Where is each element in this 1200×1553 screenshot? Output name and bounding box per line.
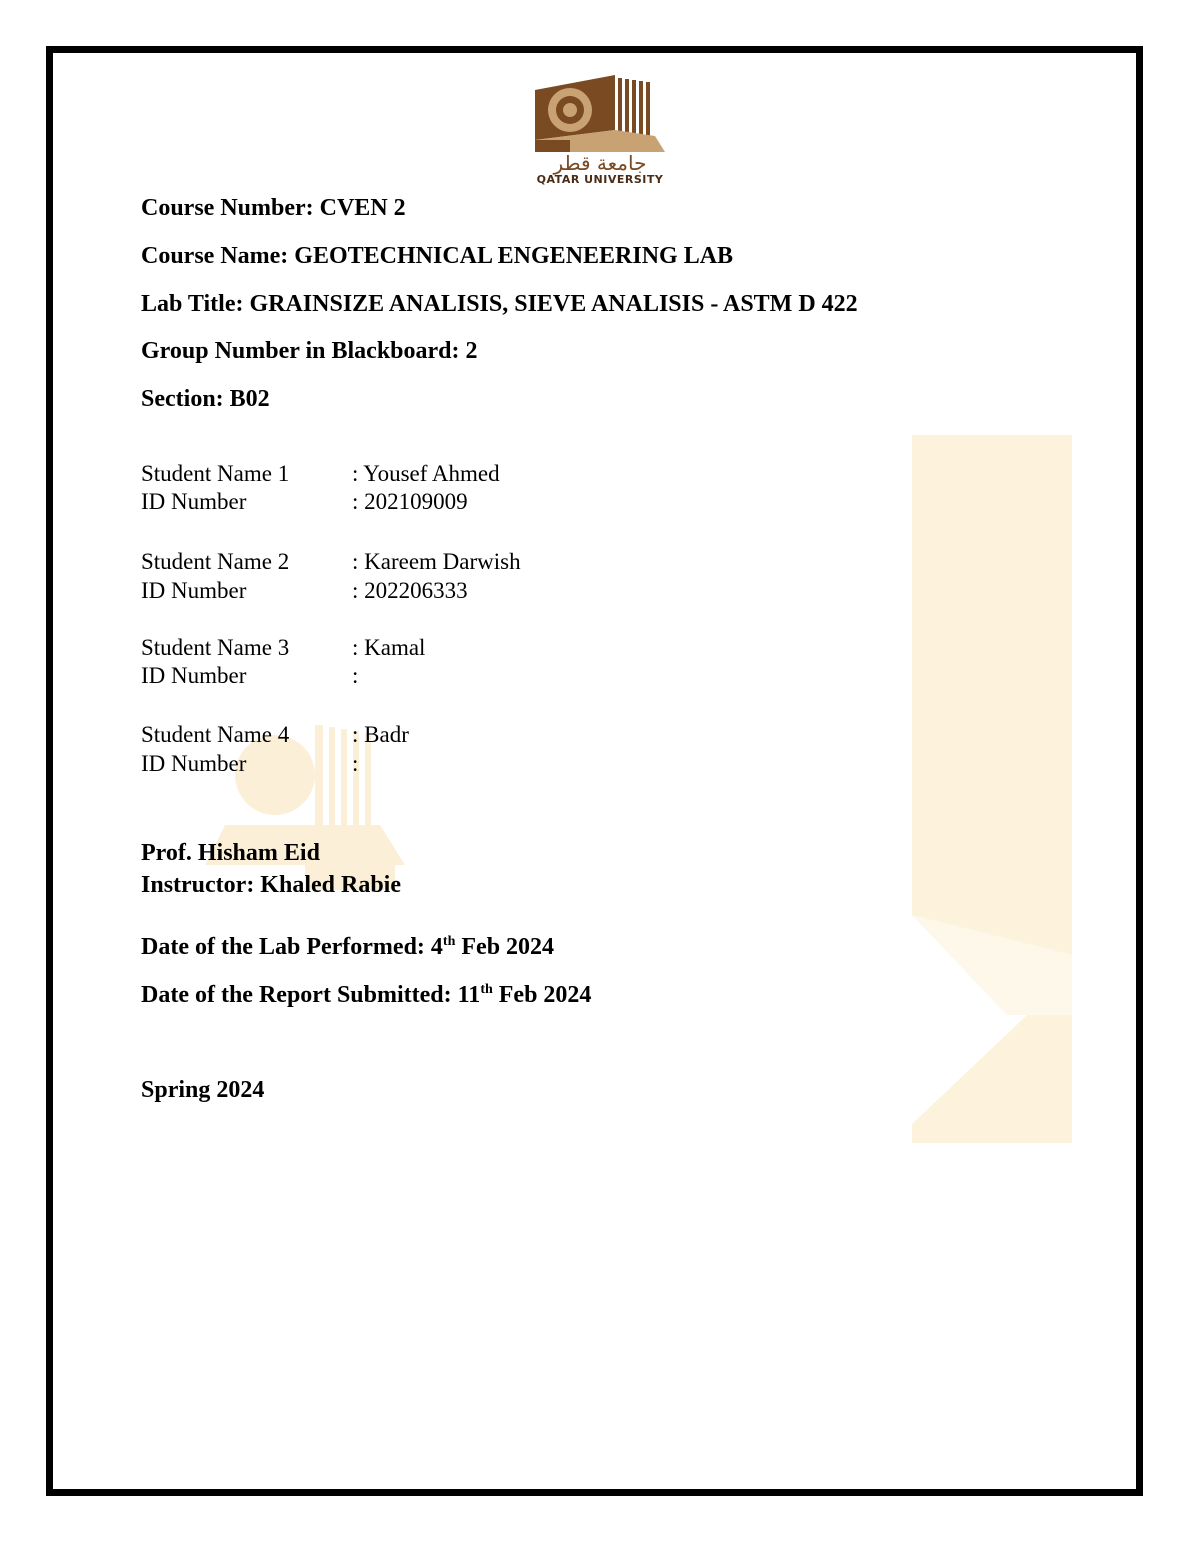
term: Spring 2024 xyxy=(141,1077,265,1103)
watermark-band xyxy=(912,435,1072,1145)
course-name: Course Name: GEOTECHNICAL ENGENEERING LAB xyxy=(141,243,734,269)
lab-title: Lab Title: GRAINSIZE ANALISIS, SIEVE ANALISIS - ASTM D 422 xyxy=(141,291,858,317)
course-number: Course Number: CVEN 2 xyxy=(141,195,406,221)
logo-caption: QATAR UNIVERSITY xyxy=(536,173,664,186)
professor: Prof. Hisham Eid xyxy=(141,840,320,866)
group-number: Group Number in Blackboard: 2 xyxy=(141,338,478,364)
date-submitted: Date of the Report Submitted: 11th Feb 2024 xyxy=(141,982,592,1008)
date-performed: Date of the Lab Performed: 4th Feb 2024 xyxy=(141,934,555,960)
svg-text:جامعة قطر: جامعة قطر xyxy=(553,151,647,175)
section: Section: B02 xyxy=(141,386,270,412)
instructor: Instructor: Khaled Rabie xyxy=(141,872,401,898)
